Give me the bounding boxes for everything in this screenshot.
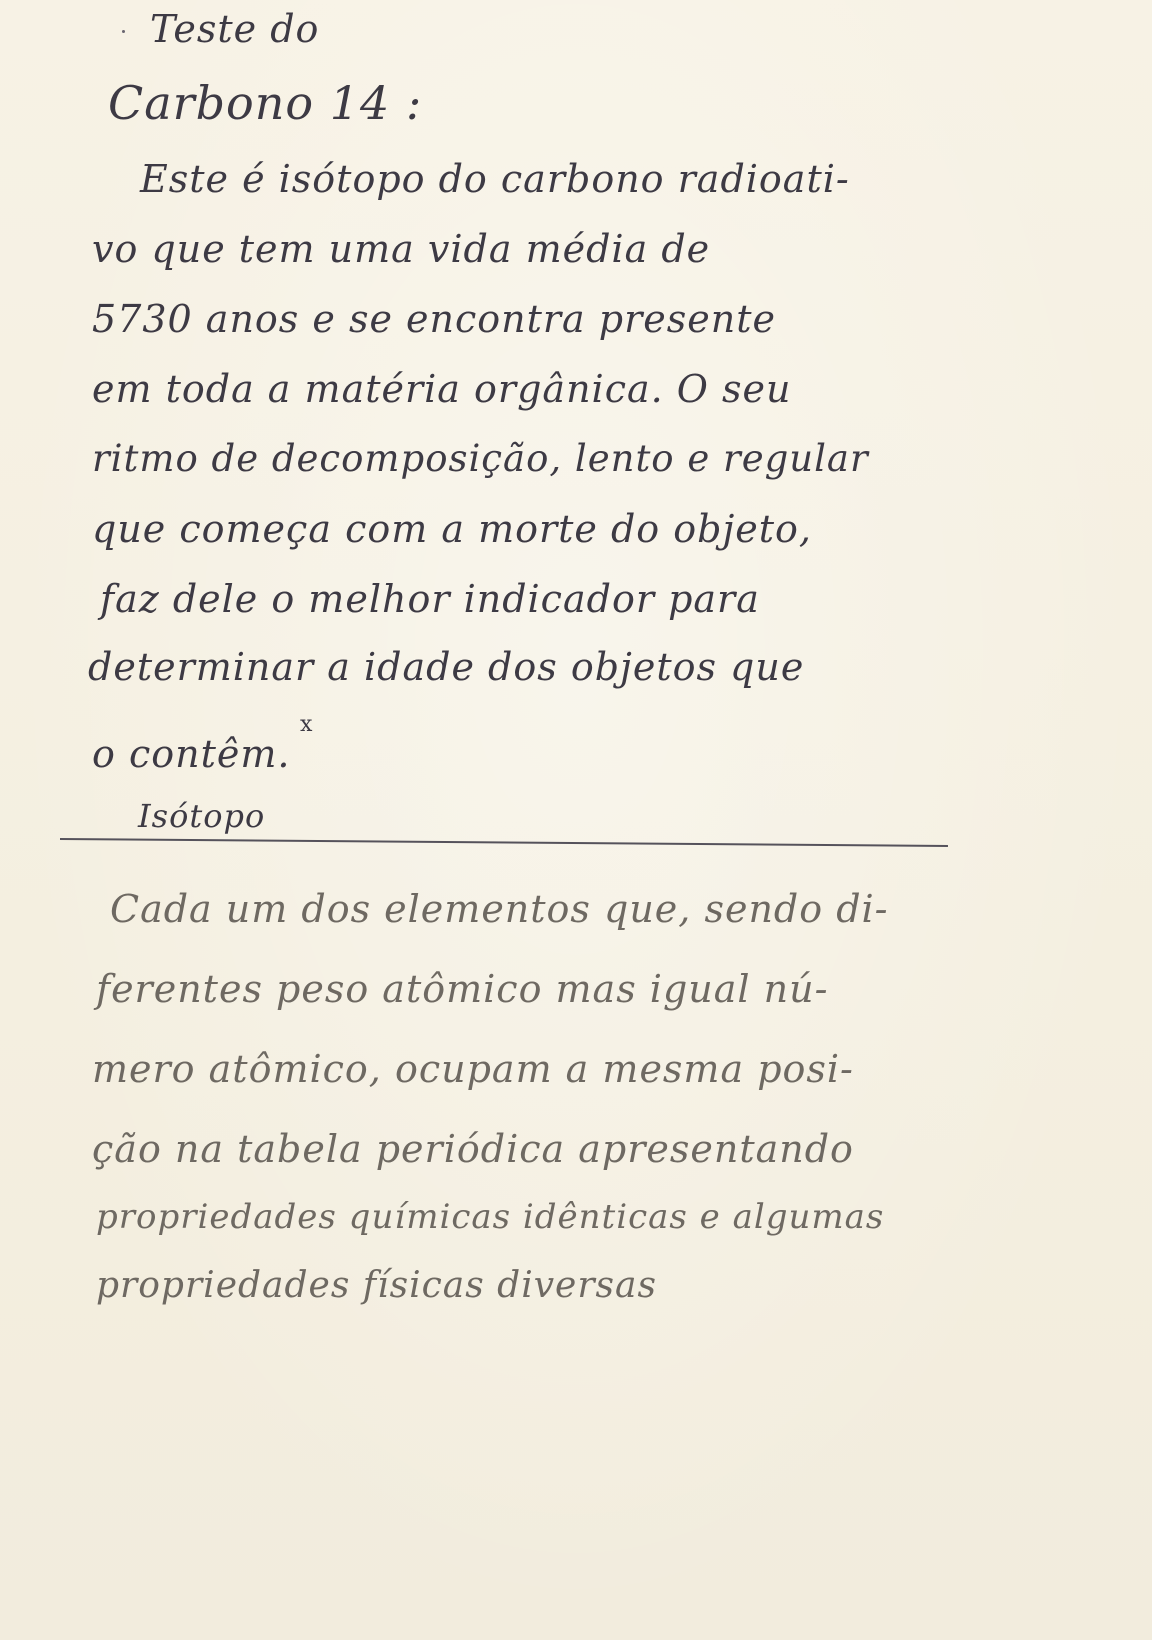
section-heading: Isótopo: [138, 797, 266, 835]
paper-speck: [122, 30, 125, 33]
text-line: mero atômico, ocupam a mesma posi-: [92, 1047, 854, 1091]
text-line: ritmo de decomposição, lento e regular: [92, 437, 869, 480]
text-line: ção na tabela periódica apresentando: [92, 1127, 854, 1171]
text-line: propriedades químicas idênticas e algumas: [96, 1197, 885, 1237]
text-line: 5730 anos e se encontra presente: [92, 297, 776, 341]
text-line: determinar a idade dos objetos que: [88, 645, 805, 689]
text-line: vo que tem uma vida média de: [92, 227, 711, 271]
text-line: ferentes peso atômico mas igual nú-: [96, 967, 829, 1011]
divider-line: [60, 838, 948, 847]
text-line: Este é isótopo do carbono radioati-: [140, 157, 850, 201]
text-line: propriedades físicas diversas: [96, 1265, 657, 1306]
insertion-mark: x: [300, 712, 313, 737]
title-line-1: Teste do: [150, 7, 320, 51]
text-line: faz dele o melhor indicador para: [100, 577, 760, 621]
text-line: em toda a matéria orgânica. O seu: [92, 367, 792, 411]
text-line: Cada um dos elementos que, sendo di-: [110, 887, 889, 931]
text-line: o contêm.: [92, 732, 291, 776]
text-line: que começa com a morte do objeto,: [92, 507, 812, 551]
title-line-2: Carbono 14 :: [108, 76, 423, 130]
